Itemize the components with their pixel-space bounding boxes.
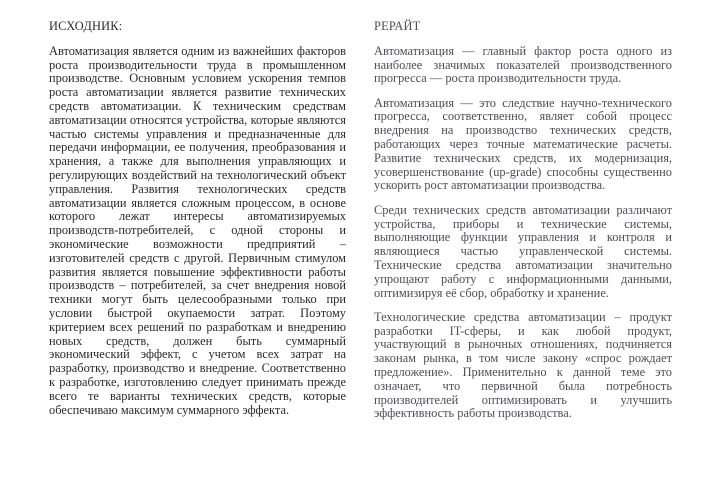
source-paragraph: Автоматизация является одним из важнейших факторов роста производительности труда в промышленном производстве. Основным условием ускорения темпов роста автоматизации является развитие технических средств автоматизации. К техническим средствам автоматизации относятся устройства, которые являются частью системы управления и предназначенные для передачи информации, ее получения, преобразования и хранения, а также для выполнения управляющих и регулирующих воздействий на технологический объект управления. Развития технологических средств автоматизации является сложным процессом, в основе которого лежат интересы автоматизируемых производств-потребителей, с одной стороны и экономические возможности предприятий – изготовителей средств с другой. Первичным стимулом развития является повышение эффективности работы производств – потребителей, за счет внедрения новой техники могут быть целесообразными только при условии быстрой окупаемости затрат. Поэтому критерием всех решений по разработкам и внедрению новых средств, должен быть суммарный экономический эффект, с учетом всех затрат на разработку, производство и внедрение. Соответственно к разработке, изготовлению следует принимать прежде всего те варианты технических средств, которые обеспечиваю максимум суммарного эффекта. [49, 43, 346, 417]
rewrite-paragraph-4: Технологические средства автоматизации – продукт разработки IT-сферы, и как любой продукт, участвующий в рыночных отношениях, подчиняется законам рынка, в том числе закону «спрос рождает предложение». Применительно к данной теме это означает, что первичной была потребность производителей оптимизировать и улучшить эффективность работы производства. [374, 309, 672, 421]
rewrite-paragraph-3: Среди технических средств автоматизации различают устройства, приборы и технические системы, выполняющие функции управления и контроля и являющиеся частью управленческой системы. Технические средства автоматизации значительно упрощают работу с информационными данными, оптимизируя её сбор, обработку и хранение. [374, 202, 672, 300]
rewrite-paragraph-1: Автоматизация — главный фактор роста одного из наиболее значимых показателей производственного прогресса — роста производительности труда. [374, 43, 672, 86]
source-column [49, 20, 346, 417]
source-heading: ИСХОДНИК: [49, 19, 123, 33]
rewrite-column [374, 20, 672, 432]
rewrite-paragraph-2: Автоматизация — это следствие научно-технического прогресса, соответственно, являет собой процесс внедрения на производство технических средств, работающих через точные математические расчеты. Развитие технических средств, их модернизация, усовершенствование (up-grade) способны существенно ускорить рост автоматизации производства. [374, 95, 672, 193]
rewrite-heading: РЕРАЙТ [374, 19, 421, 33]
